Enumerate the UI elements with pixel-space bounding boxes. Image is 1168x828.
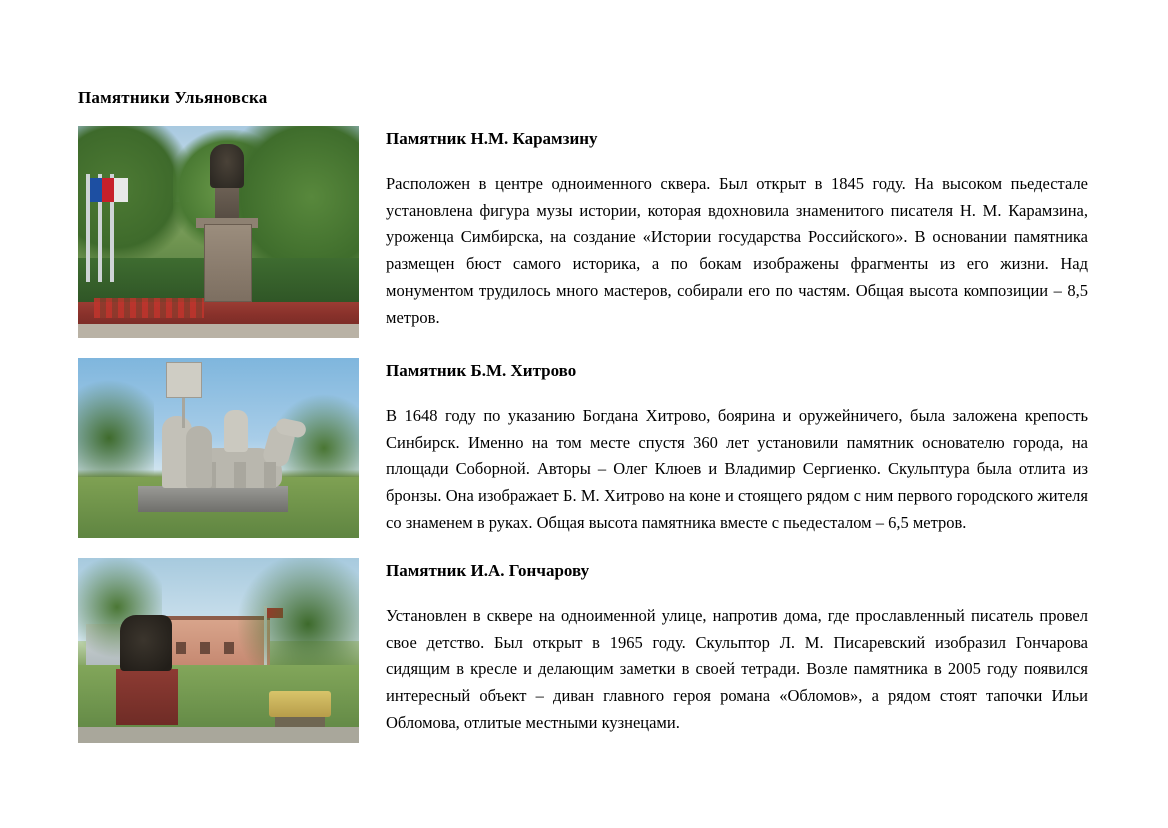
monument-photo-goncharov [78, 558, 359, 743]
page-title: Памятники Ульяновска [78, 88, 268, 107]
bench [269, 691, 331, 717]
walkway [78, 324, 359, 338]
walkway [78, 727, 359, 743]
entry-body: Установлен в сквере на одноименной улице, напротив дома, где прославленный писатель провел свое детство. Был открыт в 1965 году. Скульптор Л. М. Писаревский изобразил Гончарова сидящим в кресле и делающим заметки в своей тетради. Возле памятника в 2005 году появился интересный объект – диван главного героя романа «Обломов», а рядом стоят тапочки Ильи Обломова, отлитые местными кузнецами. [386, 606, 1088, 732]
window [176, 642, 186, 654]
standing-figure [186, 426, 212, 488]
flag [114, 178, 128, 202]
horse-leg [264, 462, 276, 488]
pedestal [116, 669, 178, 725]
window [200, 642, 210, 654]
monument-photo-karamzin [78, 126, 359, 338]
entry-text-column [386, 358, 1088, 537]
entry-heading: Памятник И.А. Гончарову [386, 561, 590, 580]
pedestal [204, 224, 252, 302]
monument-entry [78, 558, 1088, 743]
entry-text-column [386, 126, 1088, 331]
horse-leg [234, 462, 246, 488]
entry-text-column [386, 558, 1088, 737]
statue-figure [120, 615, 172, 671]
banner [166, 362, 202, 398]
statue-figure [210, 144, 244, 188]
rider-figure [224, 410, 248, 452]
entry-body: Расположен в центре одноименного сквера. Был открыт в 1845 году. На высоком пьедестале установлена фигура музы истории, которая вдохновила знаменитого писателя Н. М. Карамзина, уроженца Симбирска, на создание «Истории государства Российского». В основании памятника размещен бюст самого историка, а по бокам изображены фрагменты из его жизни. Над монументом трудилось много мастеров, собирали его по частям. Общая высота композиции – 8,5 метров. [386, 174, 1088, 327]
column [215, 184, 239, 218]
monument-photo-khitrovo [78, 358, 359, 538]
flowers [94, 298, 204, 318]
monument-entry [78, 126, 1088, 338]
entry-heading: Памятник Б.М. Хитрово [386, 361, 577, 380]
window [224, 642, 234, 654]
flagpoles [84, 172, 134, 282]
monument-entry [78, 358, 1088, 538]
entry-body: В 1648 году по указанию Богдана Хитрово, боярина и оружейничего, была заложена крепость Синбирск. Именно на том месте спустя 360 лет установили памятник основателю города, на площади Соборной. Авторы – Олег Клюев и Владимир Сергиенко. Скульптура была отлита из бронзы. Она изображает Б. М. Хитрово на коне и стоящего рядом с ним первого городского жителя со знаменем в руках. Общая высота памятника вместе с пьедесталом – 6,5 метров. [386, 406, 1088, 532]
entry-heading: Памятник Н.М. Карамзину [386, 129, 598, 148]
pedestal [138, 486, 288, 512]
